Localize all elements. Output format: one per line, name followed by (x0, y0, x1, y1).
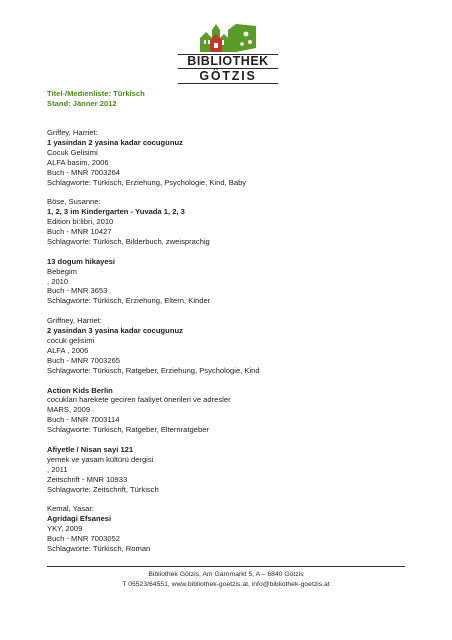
logo-rule-bottom (178, 83, 278, 84)
entry-detail: Buch - MNR 7003114 (47, 415, 120, 425)
footer-address: Bibliothek Götzis, Am Garnmarkt 5, A – 6840 Götzis (148, 571, 304, 578)
entry-title: 13 dogum hikayesi (47, 256, 115, 266)
entry-title: 1 yasindan 2 yasina kadar cocugunuz (47, 137, 183, 147)
entry-author: Kemal, Yasar: (47, 504, 94, 514)
entry-title: 1, 2, 3 im Kindergarten - Yuvada 1, 2, 3 (47, 207, 185, 217)
entry-detail: , 2011 (47, 464, 68, 474)
entry-detail: Schlagworte: Türkisch, Erziehung, Psychologie, Kind, Baby (47, 177, 247, 187)
entry-detail: ALFA , 2006 (47, 345, 89, 355)
entry-detail: Schlagworte: Türkisch, Roman (47, 543, 151, 553)
media-list (47, 128, 427, 564)
list-item (47, 128, 427, 187)
logo-text-line1: BIBLIOTHEK (187, 54, 269, 68)
entry-detail: Cocuk Gelisimi (47, 147, 98, 157)
list-item (47, 386, 427, 436)
entry-detail: Schlagworte: Türkisch, Bilderbuch, zweisprachig (47, 236, 210, 246)
entry-detail: MARS, 2009 (47, 405, 91, 415)
entry-detail: Bebegim (47, 266, 77, 276)
page-footer (0, 570, 452, 589)
list-header (47, 89, 145, 108)
entry-author: Griffney, Harriet: (47, 316, 102, 326)
entry-detail: Buch - MNR 3653 (47, 286, 108, 296)
footer-contact: T 05523/64551, www.bibliothek-goetzis.at, info@bibliothek-goetzis.at (122, 580, 330, 588)
list-item (47, 504, 427, 554)
entry-title: Afiyetle / Nisan sayi 121 (47, 444, 134, 454)
entry-title: Agridagi Efsanesi (47, 514, 112, 524)
entry-detail: Schlagworte: Türkisch, Erziehung, Eltern, Kinder (47, 296, 211, 306)
entry-detail: ALFA basim, 2006 (47, 157, 109, 167)
entry-detail: cocuklari harekete geciren faaliyet önerileri ve adresler (47, 395, 231, 405)
entry-detail: Buch - MNR 7003264 (47, 167, 121, 177)
entry-detail: YKY, 2009 (47, 524, 83, 534)
entry-title: 2 yasindan 3 yasina kadar cocugunuz (47, 326, 183, 336)
entry-detail: yemek ve yasam kültürü dergisi (47, 454, 154, 464)
list-item (47, 257, 427, 307)
list-item (47, 445, 427, 495)
entry-author: Griffey, Harriet: (47, 128, 98, 137)
entry-detail: Buch - MNR 7003265 (47, 355, 121, 365)
list-item (47, 197, 427, 247)
entry-detail: , 2010 (47, 276, 69, 286)
entry-detail: Schlagworte: Zeitschrift, Türkisch (47, 484, 159, 494)
logo-text-line2: GÖTZIS (199, 69, 257, 83)
entry-detail: cocuk gelisimi (47, 335, 95, 345)
entry-detail: Buch - MNR 10427 (47, 227, 112, 237)
list-date: Stand: Jänner 2012 (47, 98, 117, 108)
town-skyline-icon (176, 18, 280, 54)
library-logo (176, 18, 280, 86)
list-title: Titel-/Medienliste: Türkisch (47, 89, 145, 98)
list-item (47, 316, 427, 375)
entry-detail: Zeitschrift - MNR 10933 (47, 474, 128, 484)
entry-author: Böse, Susanne: (47, 197, 101, 207)
entry-detail: Buch - MNR 7003052 (47, 534, 121, 544)
entry-detail: Edition bi:libri, 2010 (47, 217, 114, 227)
footer-divider (47, 566, 405, 567)
entry-detail: Schlagworte: Türkisch, Ratgeber, Erziehung, Psychologie, Kind (47, 365, 260, 375)
entry-title: Action Kids Berlin (47, 385, 113, 395)
entry-detail: Schlagworte: Türkisch, Ratgeber, Elternratgeber (47, 425, 209, 435)
